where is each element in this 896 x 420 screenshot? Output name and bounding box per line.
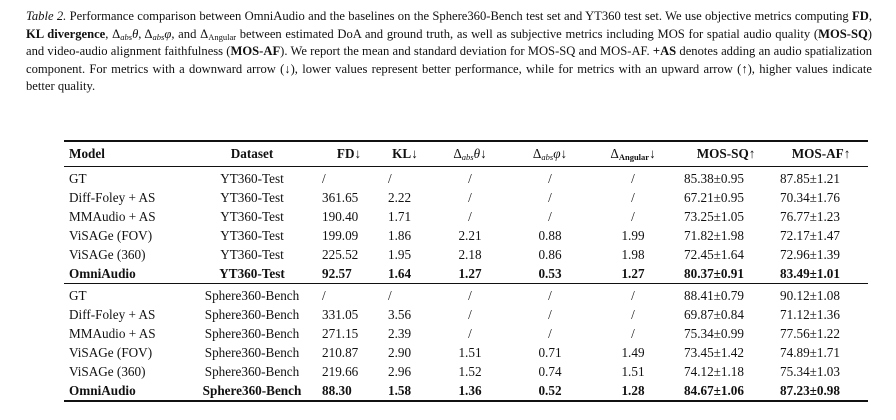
cell-delta-abs-phi: 0.74 [538,363,562,379]
cell-mos-af: 90.12±1.08 [780,287,840,303]
cell-delta-angular: / [631,170,635,186]
cell-mos-af: 71.12±1.36 [780,306,840,322]
cell-fd: / [322,287,326,303]
cell-delta-abs-theta: 1.51 [458,344,482,360]
cell-dataset: YT360-Test [220,227,284,243]
caption-mos-sq: MOS-SQ [818,26,868,41]
cell-mos-sq: 84.67±1.06 [678,381,774,401]
table-row [64,264,868,284]
caption-text: , [105,26,113,41]
cell-delta-angular: 1.28 [588,381,678,401]
cell-delta-abs-theta: / [468,306,472,322]
cell-dataset: Sphere360-Bench [204,344,300,360]
cell-model: GT [69,287,87,303]
caption-delta: Δ [200,26,209,41]
cell-delta-abs-phi: / [548,208,552,224]
cell-model: Diff-Foley + AS [69,189,156,205]
cell-delta-abs-phi: / [548,287,552,303]
caption-label: Table 2. [26,9,67,23]
cell-delta-angular: / [631,287,635,303]
header-mos-sq: MOS-SQ↑ [678,141,774,167]
table-row [64,245,868,264]
cell-mos-af: 72.96±1.39 [780,246,840,262]
caption-mos-af: MOS-AF [230,44,281,59]
cell-mos-af: 70.34±1.76 [780,189,840,205]
caption-fd: FD [852,9,869,23]
cell-delta-abs-theta: 2.21 [458,227,482,243]
cell-mos-af: 87.85±1.21 [780,170,840,186]
cell-mos-sq: 67.21±0.95 [684,189,744,205]
caption-text: , [138,26,145,41]
cell-delta-angular: / [631,189,635,205]
cell-mos-sq: 74.12±1.18 [684,363,744,379]
caption-as: +AS [652,44,677,59]
table-row [64,362,868,381]
delta-symbol: Δ [532,146,542,161]
cell-delta-abs-phi: / [548,189,552,205]
cell-fd: 190.40 [322,208,359,224]
table-caption [26,8,872,96]
caption-text: , and [171,26,201,41]
cell-mos-af: 76.77±1.23 [780,208,840,224]
cell-model: MMAudio + AS [69,208,156,224]
delta-sub: abs [461,152,474,162]
cell-model: ViSAGe (360) [69,363,146,379]
caption-text: between estimated DoA and ground truth, as well as subjective metrics including MOS for spatial audio quality ( [236,26,819,41]
results-table [64,140,868,402]
cell-delta-abs-theta: / [468,287,472,303]
cell-delta-abs-phi: / [548,306,552,322]
cell-model: OmniAudio [64,381,188,401]
caption-text: ). We report the mean and standard deviation for MOS-SQ and MOS-AF. [280,44,653,59]
cell-mos-sq: 73.45±1.42 [684,344,744,360]
cell-kl: 1.58 [382,381,428,401]
cell-kl: 3.56 [388,306,412,322]
cell-mos-af: 83.49±1.01 [774,264,868,284]
delta-sub: abs [541,152,554,162]
table-row [64,381,868,401]
caption-kl: KL divergence [26,26,106,41]
cell-delta-abs-theta: 2.18 [458,246,482,262]
cell-delta-angular: 1.51 [621,363,645,379]
cell-mos-sq: 80.37±0.91 [678,264,774,284]
cell-kl: 1.64 [382,264,428,284]
header-mos-af: MOS-AF↑ [774,141,868,167]
header-delta-abs-theta [428,141,512,167]
table-header-row [64,141,868,167]
table-row [64,324,868,343]
header-delta-angular [588,141,678,167]
caption-delta: Δ [144,26,153,41]
table-row [64,226,868,245]
caption-text: ) and video-audio alignment faithfulness ( [26,26,872,59]
cell-dataset: YT360-Test [220,208,284,224]
caption-delta: Δ [112,26,121,41]
cell-mos-sq: 69.87±0.84 [684,306,744,322]
cell-dataset: Sphere360-Bench [204,287,300,303]
header-kl: KL↓ [382,141,428,167]
cell-delta-abs-phi: / [548,170,552,186]
cell-delta-abs-theta: / [468,325,472,341]
cell-fd: 225.52 [322,246,359,262]
cell-mos-sq: 88.41±0.79 [684,287,744,303]
cell-fd: 92.57 [316,264,382,284]
cell-delta-abs-phi: / [548,325,552,341]
table-body [64,167,868,402]
cell-model: ViSAGe (360) [69,246,146,262]
cell-fd: 210.87 [322,344,359,360]
caption-delta-sub: abs [120,31,133,42]
cell-kl: 1.86 [388,227,412,243]
cell-delta-abs-phi: 0.52 [512,381,588,401]
header-fd: FD↓ [316,141,382,167]
cell-delta-abs-phi: 0.71 [538,344,562,360]
cell-fd: 219.66 [322,363,359,379]
caption-theta: θ [132,26,139,41]
cell-dataset: YT360-Test [188,264,316,284]
cell-delta-abs-theta: / [468,170,472,186]
cell-dataset: Sphere360-Bench [204,363,300,379]
caption-delta-sub: Angular [208,31,237,42]
table-row [64,188,868,207]
cell-mos-sq: 72.45±1.64 [684,246,744,262]
delta-tail: θ↓ [473,146,487,161]
header-model: Model [64,141,188,167]
cell-delta-angular: 1.27 [588,264,678,284]
caption-phi: φ [164,26,172,41]
cell-delta-angular: 1.99 [621,227,645,243]
cell-kl: 1.95 [388,246,412,262]
caption-delta-sub: abs [152,31,165,42]
cell-dataset: YT360-Test [220,170,284,186]
cell-delta-abs-phi: 0.86 [538,246,562,262]
cell-mos-af: 75.34±1.03 [780,363,840,379]
delta-symbol: Δ [610,146,619,161]
cell-delta-abs-theta: 1.36 [428,381,512,401]
delta-tail: φ↓ [553,146,568,161]
cell-fd: 88.30 [316,381,382,401]
cell-kl: 2.39 [388,325,412,341]
cell-dataset: YT360-Test [220,189,284,205]
cell-fd: 271.15 [322,325,359,341]
cell-delta-abs-phi: 0.88 [538,227,562,243]
cell-delta-angular: 1.98 [621,246,645,262]
cell-kl: / [388,170,392,186]
table-row [64,284,868,306]
cell-mos-af: 74.89±1.71 [780,344,840,360]
cell-mos-af: 87.23±0.98 [774,381,868,401]
cell-delta-angular: / [631,306,635,322]
cell-delta-abs-theta: 1.27 [428,264,512,284]
cell-mos-sq: 85.38±0.95 [684,170,744,186]
table-row [64,207,868,226]
cell-delta-angular: 1.49 [621,344,645,360]
table-row [64,305,868,324]
cell-mos-af: 77.56±1.22 [780,325,840,341]
delta-sub: Angular [618,152,650,162]
table-row [64,343,868,362]
caption-text: , [868,9,872,23]
cell-kl: 2.90 [388,344,412,360]
cell-delta-abs-phi: 0.53 [512,264,588,284]
cell-delta-abs-theta: 1.52 [458,363,482,379]
caption-text: Performance comparison between OmniAudio and the baselines on the Sphere360-Bench test set and YT360 test set. We use objective metrics computing [66,9,853,23]
table-row [64,167,868,189]
cell-delta-angular: / [631,208,635,224]
delta-symbol: Δ [453,146,462,161]
cell-mos-sq: 75.34±0.99 [684,325,744,341]
cell-model: ViSAGe (FOV) [69,227,153,243]
cell-fd: 361.65 [322,189,359,205]
cell-fd: 199.09 [322,227,359,243]
cell-mos-sq: 71.82±1.98 [684,227,744,243]
header-dataset: Dataset [188,141,316,167]
cell-fd: 331.05 [322,306,359,322]
cell-model: OmniAudio [64,264,188,284]
caption-text: denotes adding an audio spatialization component. For metrics with a downward arrow (↓), lower values represent better performance, while for metrics with an upward arrow (↑), higher values indicate better quality. [26,44,872,94]
cell-dataset: YT360-Test [220,246,284,262]
cell-model: MMAudio + AS [69,325,156,341]
cell-model: Diff-Foley + AS [69,306,156,322]
cell-delta-angular: / [631,325,635,341]
cell-kl: 2.96 [388,363,412,379]
header-delta-abs-phi [512,141,588,167]
cell-delta-abs-theta: / [468,189,472,205]
cell-mos-sq: 73.25±1.05 [684,208,744,224]
cell-dataset: Sphere360-Bench [204,306,300,322]
cell-model: ViSAGe (FOV) [69,344,153,360]
cell-delta-abs-theta: / [468,208,472,224]
cell-dataset: Sphere360-Bench [204,325,300,341]
cell-mos-af: 72.17±1.47 [780,227,840,243]
cell-kl: 1.71 [388,208,412,224]
cell-dataset: Sphere360-Bench [188,381,316,401]
cell-fd: / [322,170,326,186]
delta-tail: ↓ [649,146,656,161]
cell-model: GT [69,170,87,186]
cell-kl: 2.22 [388,189,412,205]
cell-kl: / [388,287,392,303]
